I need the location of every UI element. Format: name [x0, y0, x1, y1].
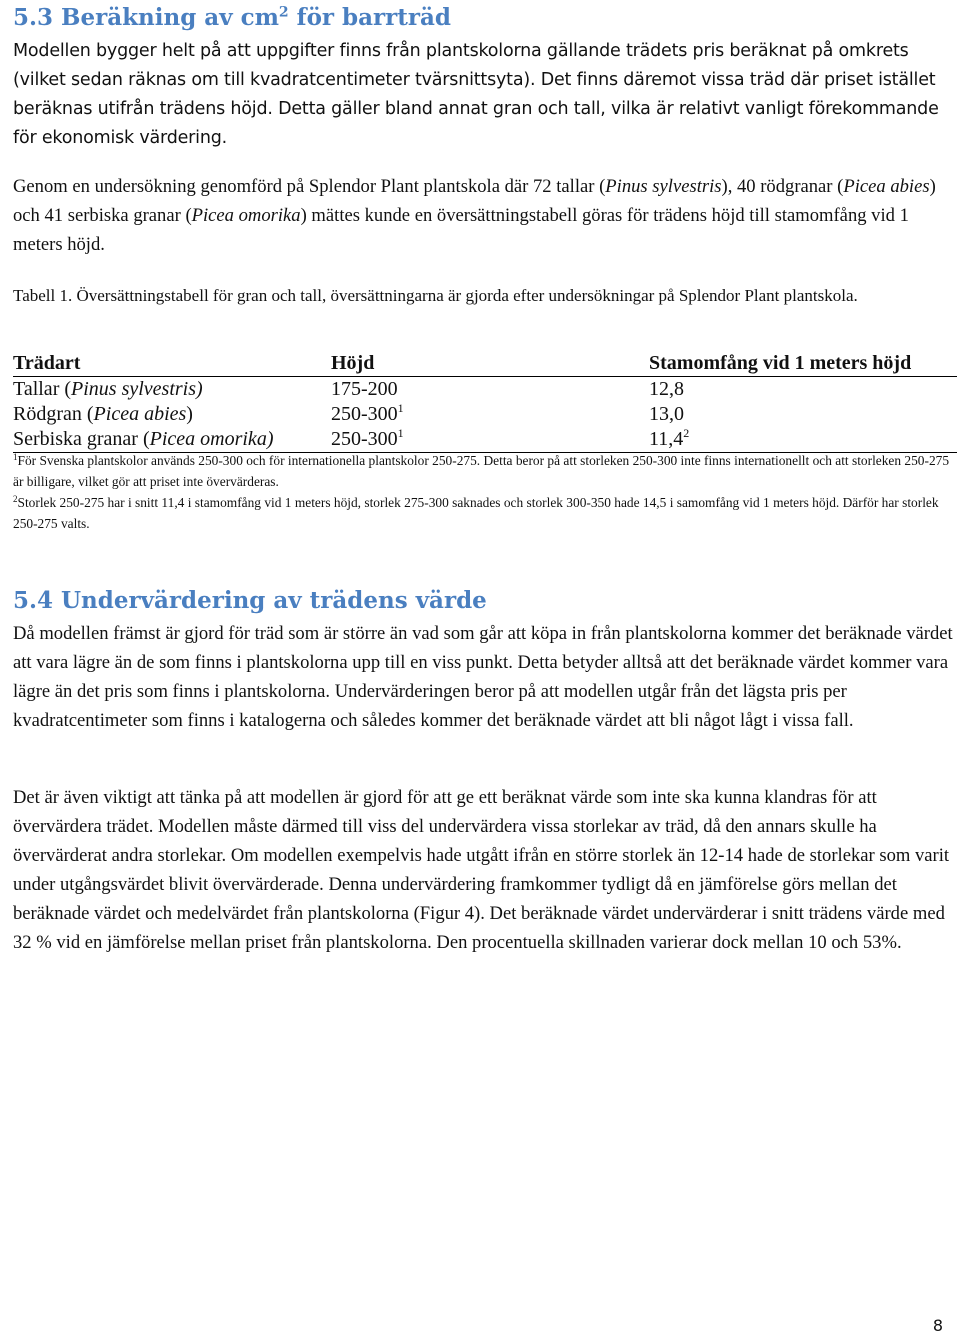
- header-girth: Stamomfång vid 1 meters höjd: [649, 351, 912, 374]
- section-number: 5.4: [13, 587, 54, 614]
- cell-species: Rödgran (Picea abies): [13, 403, 193, 425]
- table-footnotes: [13, 450, 957, 534]
- paragraph-undervaluation-1: Då modellen främst är gjord för träd som är större än vad som går att köpa in från plantskolorna kommer det beräknade värdet att vara lägre än de som finns i plantskolorna upp till en viss punkt. Detta betyder alltså att det beräknade värdet kommer vara lägre än det pris som finns i plantskolorna. Undervärderingen beror på att modellen utgår från det lägsta pris per kvadratcentimeter som finns i katalogerna och således kommer det beräknade värdet att bli något lågt i vissa fall.: [13, 623, 953, 731]
- cell-height: $250-300^1$: [331, 401, 404, 425]
- table-row: [13, 402, 957, 427]
- paragraph-undervaluation-2: Det är även viktigt att tänka på att modellen är gjord för att ge ett beräknat värde som inte ska kunna klandras för att övervärdera trädet. Modellen måste därmed till viss del undervärdera vissa storlekar av träd, då den annars skulle ha övervärderat andra storlekar. Om modellen exempelvis hade utgått ifrån en större storlek än 12-14 hade de storlekar som varit under utgångsvärdet blivit övervärderade. Denna undervärdering framkommer tydligt då en jämförelse görs mellan det beräknade värdet och medelvärdet från plantskolorna (Figur 4). Det beräknade värdet undervärderar i snitt trädens värde med 32 % vid en jämförelse mellan priset från plantskolorna. Den procentuella skillnaden varierar dock mellan 10 och 53%.: [13, 787, 950, 953]
- table-row: [13, 377, 957, 403]
- footnote-1: $^1$För Svenska plantskolor används 250-300 och för internationella plantskolor 250-275. Detta beror på att storleken 250-300 inte finns internationellt och att storleken 250-275 är billigare, vilket gör att priset inte övervärderas.: [13, 452, 950, 489]
- footnote-2: $^2$Storlek 250-275 har i snitt 11,4 i stamomfång vid 1 meters höjd, storlek 275-300 saknades och storlek 300-350 hade 14,5 i samomfång vid 1 meters höjd. Därför har storlek 250-275 valts.: [13, 494, 939, 531]
- cell-girth: 12,8: [649, 378, 684, 400]
- section-title: Undervärdering av trädens värde: [61, 587, 487, 614]
- table-row: [13, 427, 957, 453]
- paragraph-survey: Genom en undersökning genomförd på Splendor Plant plantskola där 72 tallar (Pinus sylvestris), 40 rödgranar (Picea abies) och 41 serbiska granar (Picea omorika) mättes kunde en översättningstabell göras för trädens höjd till stamomfång vid 1 meters höjd.: [13, 176, 936, 255]
- section-title: Beräkning av $cm^2$ för barrträd: [61, 4, 451, 31]
- page-number: 8: [932, 1316, 943, 1335]
- cell-species: Tallar (Pinus sylvestris): [13, 378, 203, 400]
- header-tree-species: Trädart: [13, 351, 81, 374]
- conversion-table: [13, 350, 957, 453]
- paragraph-intro: Modellen bygger helt på att uppgifter finns från plantskolorna gällande trädets pris beräknat på omkrets (vilket sedan räknas om till kvadratcentimeter tvärsnittsyta). Det finns däremot vissa träd där priset istället beräknas utifrån trädens höjd. Detta gäller bland annat gran och tall, vilka är relativt vanligt förekommande för ekonomisk värdering.: [13, 41, 939, 148]
- header-height: Höjd: [331, 351, 375, 374]
- section-number: 5.3: [13, 4, 54, 31]
- cell-girth: 13,0: [649, 403, 684, 425]
- cell-height: 175-200: [331, 378, 398, 400]
- cell-girth: 11,4$^2$: [649, 426, 690, 450]
- section-heading-5-3: [13, 4, 451, 31]
- section-heading-5-4: [13, 587, 487, 614]
- table-caption: Tabell 1. Översättningstabell för gran och tall, översättningarna är gjorda efter undersökningar på Splendor Plant plantskola.: [13, 286, 858, 305]
- table-header-row: [13, 350, 957, 377]
- cell-species: Serbiska granar (Picea omorika): [13, 428, 274, 450]
- cell-height: $250-300^1$: [331, 426, 404, 450]
